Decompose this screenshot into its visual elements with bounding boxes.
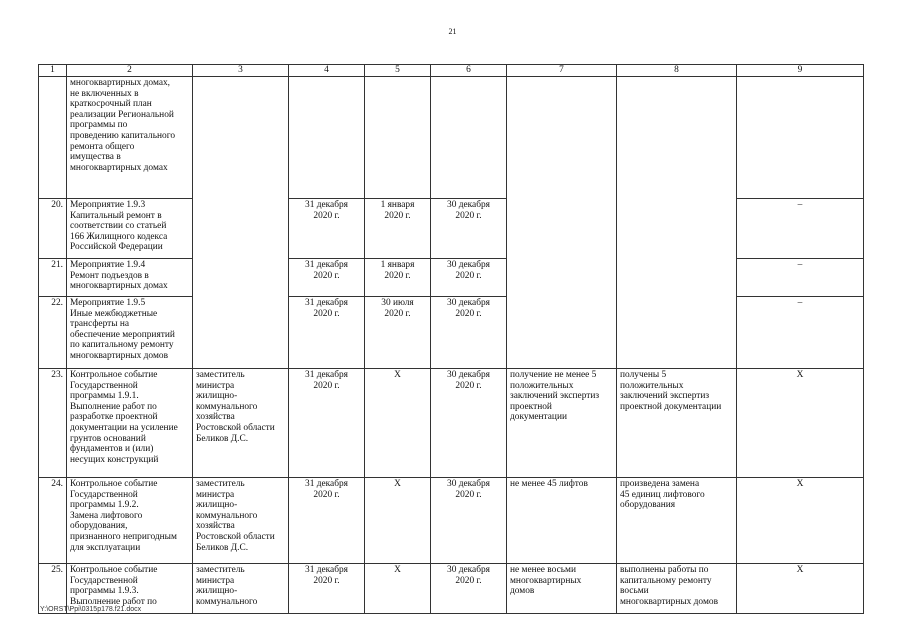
event-name: Контрольное событие Государственной программы 1.9.3. Выполнение работ по (67, 564, 193, 614)
event-name: Мероприятие 1.9.5 Иные межбюджетные трансферты на обеспечение мероприятий по капитальному ремонту многоквартирных домов (67, 297, 193, 369)
deadline-cell (289, 77, 365, 199)
start-date-cell: X (365, 478, 431, 564)
table-row (39, 369, 864, 478)
note-cell: – (737, 297, 864, 369)
event-name: Контрольное событие Государственной программы 1.9.2. Замена лифтового оборудования, признанного непригодным для эксплуатации (67, 478, 193, 564)
note-cell: – (737, 199, 864, 259)
header-cell: 4 (289, 65, 365, 77)
end-date-cell: 30 декабря 2020 г. (431, 478, 507, 564)
table-row (39, 77, 864, 199)
header-cell: 8 (617, 65, 737, 77)
end-date-cell: 30 декабря 2020 г. (431, 369, 507, 478)
event-name: Контрольное событие Государственной программы 1.9.1. Выполнение работ по разработке проектной документации на усиление грунтов оснований фундаментов и (или) несущих конструкций (67, 369, 193, 478)
row-number: 20. (39, 199, 67, 259)
deadline-cell: 31 декабря 2020 г. (289, 369, 365, 478)
end-date-cell (431, 77, 507, 199)
result-plan-cell (507, 77, 617, 369)
header-cell: 6 (431, 65, 507, 77)
page-number: 21 (448, 27, 457, 36)
note-cell: X (737, 564, 864, 614)
row-number: 22. (39, 297, 67, 369)
deadline-cell: 31 декабря 2020 г. (289, 259, 365, 297)
note-cell (737, 77, 864, 199)
start-date-cell (365, 77, 431, 199)
responsible-cell: заместитель министра жилищно- коммунального хозяйства Ростовской области Беликов Д.С. (193, 369, 289, 478)
result-fact-cell: произведена замена 45 единиц лифтового оборудования (617, 478, 737, 564)
result-plan-cell: получение не менее 5 положительных заключений экспертиз проектной документации (507, 369, 617, 478)
start-date-cell: X (365, 564, 431, 614)
header-cell: 5 (365, 65, 431, 77)
note-cell: X (737, 369, 864, 478)
note-cell: X (737, 478, 864, 564)
responsible-cell: заместитель министра жилищно- коммунального хозяйства Ростовской области Беликов Д.С. (193, 478, 289, 564)
end-date-cell: 30 декабря 2020 г. (431, 297, 507, 369)
row-number: 23. (39, 369, 67, 478)
responsible-cell: заместитель министра жилищно- коммунального (193, 564, 289, 614)
events-table (38, 64, 864, 614)
header-cell: 3 (193, 65, 289, 77)
row-number: 21. (39, 259, 67, 297)
table-row (39, 478, 864, 564)
deadline-cell: 31 декабря 2020 г. (289, 564, 365, 614)
start-date-cell: 1 января 2020 г. (365, 199, 431, 259)
start-date-cell: 1 января 2020 г. (365, 259, 431, 297)
end-date-cell: 30 декабря 2020 г. (431, 564, 507, 614)
responsible-cell (193, 77, 289, 369)
table-row (39, 564, 864, 614)
deadline-cell: 31 декабря 2020 г. (289, 199, 365, 259)
start-date-cell: X (365, 369, 431, 478)
header-cell: 7 (507, 65, 617, 77)
header-cell: 1 (39, 65, 67, 77)
note-cell: – (737, 259, 864, 297)
file-path-footer: Y:\ORST\Ppi\0315p178.f21.docx (40, 606, 142, 613)
table-row (39, 259, 864, 297)
header-cell: 9 (737, 65, 864, 77)
result-plan-cell: не менее восьми многоквартирных домов (507, 564, 617, 614)
result-fact-cell: получены 5 положительных заключений экспертиз проектной документации (617, 369, 737, 478)
event-name: многоквартирных домах, не включенных в краткосрочный план реализации Региональной программы по проведению капитального ремонта общего имущества в многоквартирных домах (67, 77, 193, 199)
result-plan-cell: не менее 45 лифтов (507, 478, 617, 564)
table-row (39, 297, 864, 369)
start-date-cell: 30 июля 2020 г. (365, 297, 431, 369)
row-number: 24. (39, 478, 67, 564)
result-fact-cell: выполнены работы по капитальному ремонту восьми многоквартирных домов (617, 564, 737, 614)
table-row (39, 199, 864, 259)
row-number: 25. (39, 564, 67, 614)
header-cell: 2 (67, 65, 193, 77)
deadline-cell: 31 декабря 2020 г. (289, 297, 365, 369)
end-date-cell: 30 декабря 2020 г. (431, 259, 507, 297)
header-row (39, 65, 864, 77)
result-fact-cell (617, 77, 737, 369)
event-name: Мероприятие 1.9.3 Капитальный ремонт в соответствии со статьей 166 Жилищного кодекса Российской Федерации (67, 199, 193, 259)
row-number (39, 77, 67, 199)
event-name: Мероприятие 1.9.4 Ремонт подъездов в многоквартирных домах (67, 259, 193, 297)
deadline-cell: 31 декабря 2020 г. (289, 478, 365, 564)
end-date-cell: 30 декабря 2020 г. (431, 199, 507, 259)
